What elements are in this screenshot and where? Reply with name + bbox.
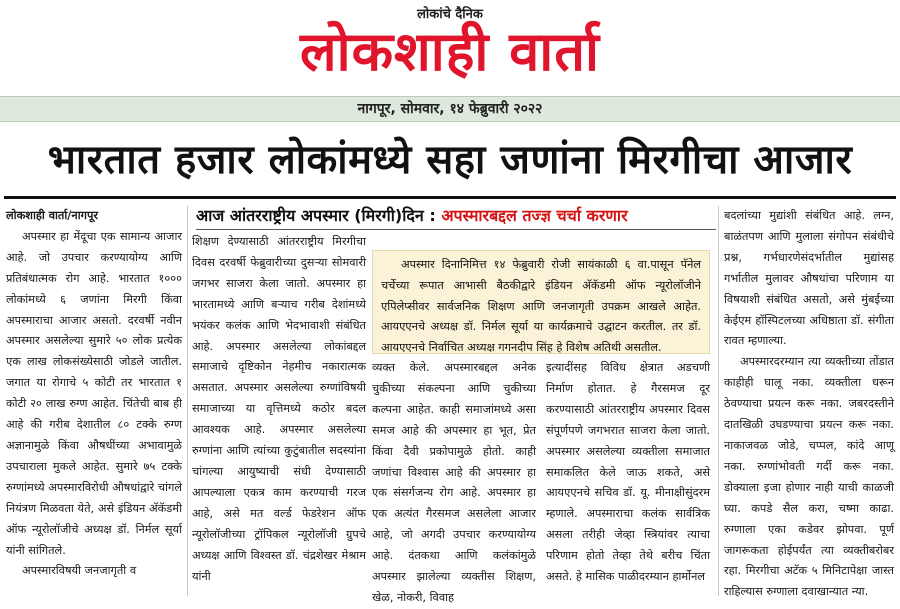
column-1-paragraph-2: अपस्मारविषयी जनजागृती व [22, 564, 137, 578]
newspaper-title: लोकशाही वार्ता [299, 19, 600, 83]
article-headline: भारतात हजार लोकांमध्ये सहा जणांना मिरगीचा आजार [47, 137, 853, 183]
subhead-highlight: अपस्मारबद्दल तज्ज्ञ चर्चा करणार [441, 206, 628, 225]
column-3-text: व्यक्त केले. अपस्मारबद्दल अनेक चुकीच्या संकल्पना आणि चुकीच्या कल्पना आहेत. काही समाजांमध्ये असा समज आहे की अपस्मार हा भूत, प्रेत किंवा दैवी प्रकोपामुळे होतो. काही जणांचा विश्वास आहे की अपस्मार हा एक संसर्गजन्य रोग आहे. अपस्मार हा एक अत्यंत गैरसमज असलेला आजार आहे, जो अगदी उपचार करण्यायोग्य आहे. दंतकथा आणि कलंकांमुळे अपस्मार झालेल्या व्यक्तीस शिक्षण, खेळ, नोकरी, विवाह [372, 361, 536, 604]
article-column-5 [724, 206, 894, 599]
column-5-paragraph-2: अपस्मारदरम्यान त्या व्यक्तीच्या तोंडात काहीही घालू नका. व्यक्तीला धरून ठेवण्याचा प्रयत्न करू नका. जबरदस्तीने दातखिळी उघडण्याचा प्रयत्न करू नका. नाकाजवळ जोडे, चप्पल, कांदे आणू नका. रुग्णांभोवती गर्दी करू नका. डोक्याला इजा होणार नाही याची काळजी घ्या. कपडे सैल करा, चष्मा काढा. रुग्णाला एका कडेवर झोपवा. पूर्ण जागरूकता होईपर्यंत त्या व्यक्तीबरोबर रहा. मिरगीचा अटॅक ५ मिनिटापेक्षा जास्त राहिल्यास रुग्णाला दवाखान्यात न्या. [724, 355, 894, 599]
article-column-2 [192, 232, 366, 596]
article-column-4 [546, 358, 710, 596]
column-4-text: इत्यादींसह विविध क्षेत्रात अडचणी निर्माण होतात. हे गैरसमज दूर करण्यासाठी आंतरराष्ट्रीय अपस्मार दिवस संपूर्णपणे जगभरात साजरा केला जातो. अपस्मार असलेल्या व्यक्तीला समाजात समाकलित केले जाऊ शकते, असे आयएएनचे सचिव डॉ. यू. मीनाक्षीसुंदरम म्हणाले. अपस्माराचा कलंक सार्वत्रिक असला तरीही जेव्हा स्त्रियांवर त्याचा परिणाम होतो तेव्हा तेथे बरीच चिंता असते. हे मासिक पाळीदरम्यान हार्मोनल [546, 361, 710, 584]
column-1-paragraph-1: अपस्मार हा मेंदूचा एक सामान्य आजार आहे. जो उपचार करण्यायोग्य आणि प्रतिबंधात्मक रोग आहे. भारतात १००० लोकांमध्ये ६ जणांना मिरगी किंवा अपस्माराचा आजार असतो. दरवर्षी नवीन अपस्मार असलेल्या सुमारे ५० लोक प्रत्येक एक लाख लोकसंख्येसाठी जोडले जातील. जगात या रोगाचे ५ कोटी तर भारतात १ कोटी २० लाख रुग्ण आहेत. चिंतेची बाब ही आहे की गरीब देशातील ८० टक्के रुग्ण अज्ञानामुळे किंवा औषधींच्या अभावामुळे उपचाराला मुकले आहेत. सुमारे ७५ टक्के रुग्णांमध्ये अपस्मारविरोधी औषधांद्वारे चांगले नियंत्रण मिळवता येते, असे इंडियन अ‍ॅकॅडमी ऑफ न्यूरोलॉजीचे अध्यक्ष डॉ. निर्मल सूर्या यांनी सांगितले. [6, 229, 182, 557]
subhead-lead: आज आंतरराष्ट्रीय अपस्मार (मिरगी)दिन : [196, 206, 436, 225]
callout-text: अपस्मार दिनानिमित्त १४ फेब्रुवारी रोजी सायंकाळी ६ वा.पासून पॅनेल चर्चेच्या रूपात आभासी बैठकीद्वारे इंडियन अ‍ॅकॅडमी ऑफ न्यूरोलॉजीने एपिलेप्सीवर सार्वजनिक शिक्षण आणि जनजागृती उपक्रम आखले आहेत. आयएएनचे अध्यक्ष डॉ. निर्मल सूर्या या कार्यक्रमाचे उद्घाटन करतील. तर डॉ. आयएएनचे निर्वाचित अध्यक्ष गगनदीप सिंह हे विशेष अतिथी असतील. [381, 258, 701, 355]
article-column-1 [6, 206, 182, 596]
headline-divider [4, 196, 896, 199]
column-divider [187, 206, 188, 596]
column-5-paragraph-1: बदलांच्या मुद्यांशी संबंधित आहे. लग्न, बाळंतपण आणि मुलाला संगोपन संबंधीचे प्रश्न, गर्भधारणेसंदर्भातील मुद्यांसह गर्भातील मुलावर औषधांचा परिणाम या विषयाशी संबंधित असतो, असे मुंबईच्या केईएम हॉस्पिटलच्या अधिष्ठाता डॉ. संगीता रावत म्हणाल्या. [724, 209, 894, 348]
column-divider [718, 206, 719, 596]
article-subhead [196, 205, 716, 227]
dateline: नागपूर, सोमवार, १४ फेब्रुवारी २०२२ [0, 96, 900, 122]
article-byline: लोकशाही वार्ता/नागपूर [6, 209, 99, 222]
article-column-3 [372, 358, 536, 604]
subhead-divider [196, 229, 716, 230]
event-callout-box [372, 250, 710, 354]
column-2-text: शिक्षण देण्यासाठी आंतरराष्ट्रीय मिरगीचा दिवस दरवर्षी फेब्रुवारीच्या दुसऱ्या सोमवारी जगभर साजरा केला जातो. अपस्मार हा भारतामध्ये आणि बऱ्याच गरीब देशांमध्ये भयंकर कलंक आणि भेदभावाशी संबंधित आहे. अपस्मार असलेल्या लोकांबद्दल समाजाचे दृष्टिकोन नेहमीच नकारात्मक असतात. अपस्मार असलेल्या रुग्णांविषयी समाजाच्या या वृत्तिमध्ये कठोर बदल आवश्यक आहे. अपस्मार असलेल्या रुग्णांना आणि त्यांच्या कुटुंबातील सदस्यांना चांगल्या आयुष्याची संधी देण्यासाठी आपल्याला एकत्र काम करण्याची गरज आहे, असे मत वर्ल्ड फेडरेशन ऑफ न्यूरोलॉजीच्या ट्रॉपिकल न्यूरोलॉजी ग्रुपचे अध्यक्ष आणि विश्वस्त डॉ. चंद्रशेखर मेश्राम यांनी [192, 235, 366, 583]
masthead-tagline: लोकांचे दैनिक [417, 7, 483, 22]
